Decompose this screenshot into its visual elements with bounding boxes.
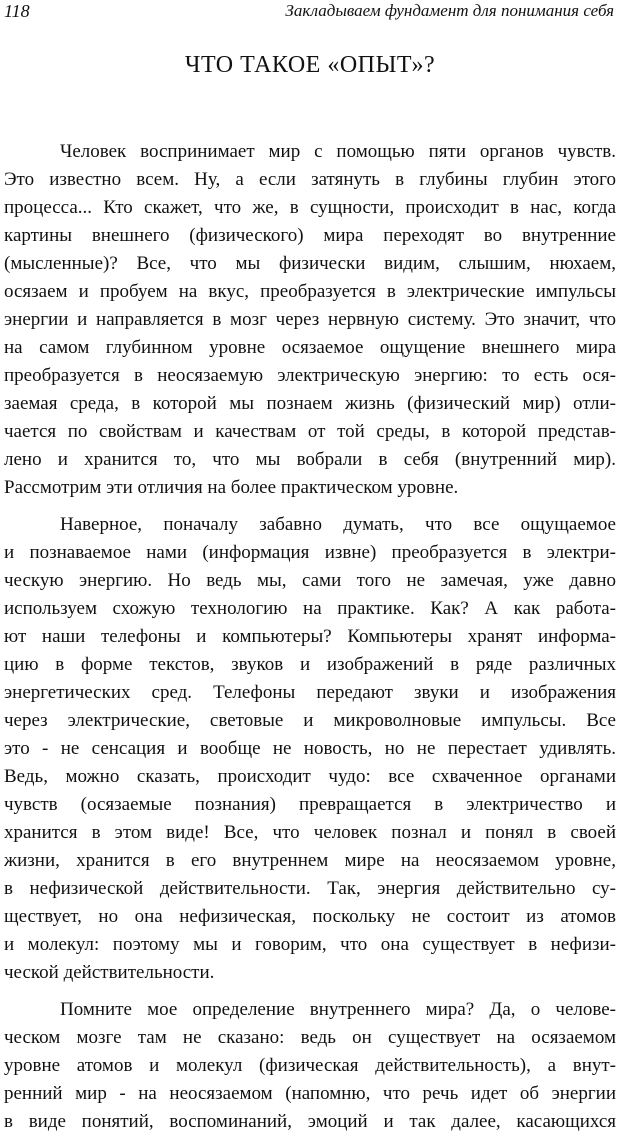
text-line: хранится в этом виде! Все, что человек познал и понял в своей bbox=[4, 822, 616, 843]
text-line: ческом мозге там не сказано: ведь он существует на осязаемом bbox=[4, 1027, 616, 1048]
chapter-title: ЧТО ТАКОЕ «ОПЫТ»? bbox=[184, 52, 436, 78]
text-line: цию в форме текстов, звуков и изображений в ряде различных bbox=[4, 654, 616, 675]
text-line: чувств (осязаемые познания) превращается в электричество и bbox=[4, 794, 616, 815]
text-line: уровне атомов и молекул (физическая действительность), а внут- bbox=[4, 1055, 616, 1076]
text-line: Ведь, можно сказать, происходит чудо: все схваченное органами bbox=[4, 766, 616, 787]
running-title: Закладываем фундамент для понимания себя bbox=[285, 1, 614, 20]
paragraph bbox=[4, 996, 616, 1136]
text-line: осязаем и пробуем на вкус, преобразуется в электрические импульсы bbox=[4, 281, 616, 302]
text-line: процесса... Кто скажет, что же, в сущности, происходит в нас, когда bbox=[4, 197, 616, 218]
text-line: лено и хранится то, что мы вобрали в себя (внутренний мир). bbox=[4, 449, 616, 470]
text-line: энергии и направляется в мозг через нервную систему. Это значит, что bbox=[4, 309, 616, 330]
paragraph bbox=[4, 511, 616, 987]
text-line: и молекул: поэтому мы и говорим, что она существует в нефизи- bbox=[4, 934, 616, 955]
text-line: ческой действительности. bbox=[4, 962, 215, 983]
text-line: ренний мир - на неосязаемом (напомню, что речь идет об энергии bbox=[4, 1083, 616, 1104]
text-line: (мысленные)? Все, что мы физически видим, слышим, нюхаем, bbox=[4, 253, 616, 274]
text-line: ческую энергию. Но ведь мы, сами того не замечая, уже давно bbox=[4, 570, 616, 591]
text-line: энергетических сред. Телефоны передают звуки и изображения bbox=[4, 682, 616, 703]
page-header bbox=[4, 0, 614, 22]
text-line: жизни, хранится в его внутреннем мире на неосязаемом уровне, bbox=[4, 850, 616, 871]
text-line: чается по свойствам и качествам от той среды, в которой представ- bbox=[4, 421, 616, 442]
text-line: это - не сенсация и вообще не новость, но не перестает удивлять. bbox=[4, 738, 616, 759]
text-line: ществует, но она нефизическая, поскольку не состоит из атомов bbox=[4, 906, 616, 927]
text-line: Рассмотрим эти отличия на более практическом уровне. bbox=[4, 477, 459, 498]
text-line: в виде понятий, воспоминаний, эмоций и так далее, касающихся bbox=[4, 1111, 616, 1132]
text-line: ют наши телефоны и компьютеры? Компьютеры хранят информа- bbox=[4, 626, 616, 647]
paragraph bbox=[4, 138, 616, 502]
text-line: Человек воспринимает мир с помощью пяти органов чувств. bbox=[60, 141, 616, 162]
text-line: заемая среда, в которой мы познаем жизнь (физический мир) отли- bbox=[4, 393, 616, 414]
text-line: Наверное, поначалу забавно думать, что все ощущаемое bbox=[60, 514, 616, 535]
text-line: в нефизической действительности. Так, энергия действительно су- bbox=[4, 878, 616, 899]
text-line: через электрические, световые и микроволновые импульсы. Все bbox=[4, 710, 616, 731]
body-text bbox=[4, 138, 616, 1136]
page-number: 118 bbox=[4, 1, 30, 21]
text-line: Это известно всем. Ну, а если затянуть в глубины глубин этого bbox=[4, 169, 616, 190]
text-line: и познаваемое нами (информация извне) преобразуется в электри- bbox=[4, 542, 616, 563]
text-line: используем схожую технологию на практике. Как? А как работа- bbox=[4, 598, 616, 619]
text-line: Помните мое определение внутреннего мира? Да, о челове- bbox=[60, 999, 616, 1020]
text-line: преобразуется в неосязаемую электрическую энергию: то есть ося- bbox=[4, 365, 616, 386]
text-line: на самом глубинном уровне осязаемое ощущение внешнего мира bbox=[4, 337, 616, 358]
text-line: картины внешнего (физического) мира переходят во внутренние bbox=[4, 225, 616, 246]
